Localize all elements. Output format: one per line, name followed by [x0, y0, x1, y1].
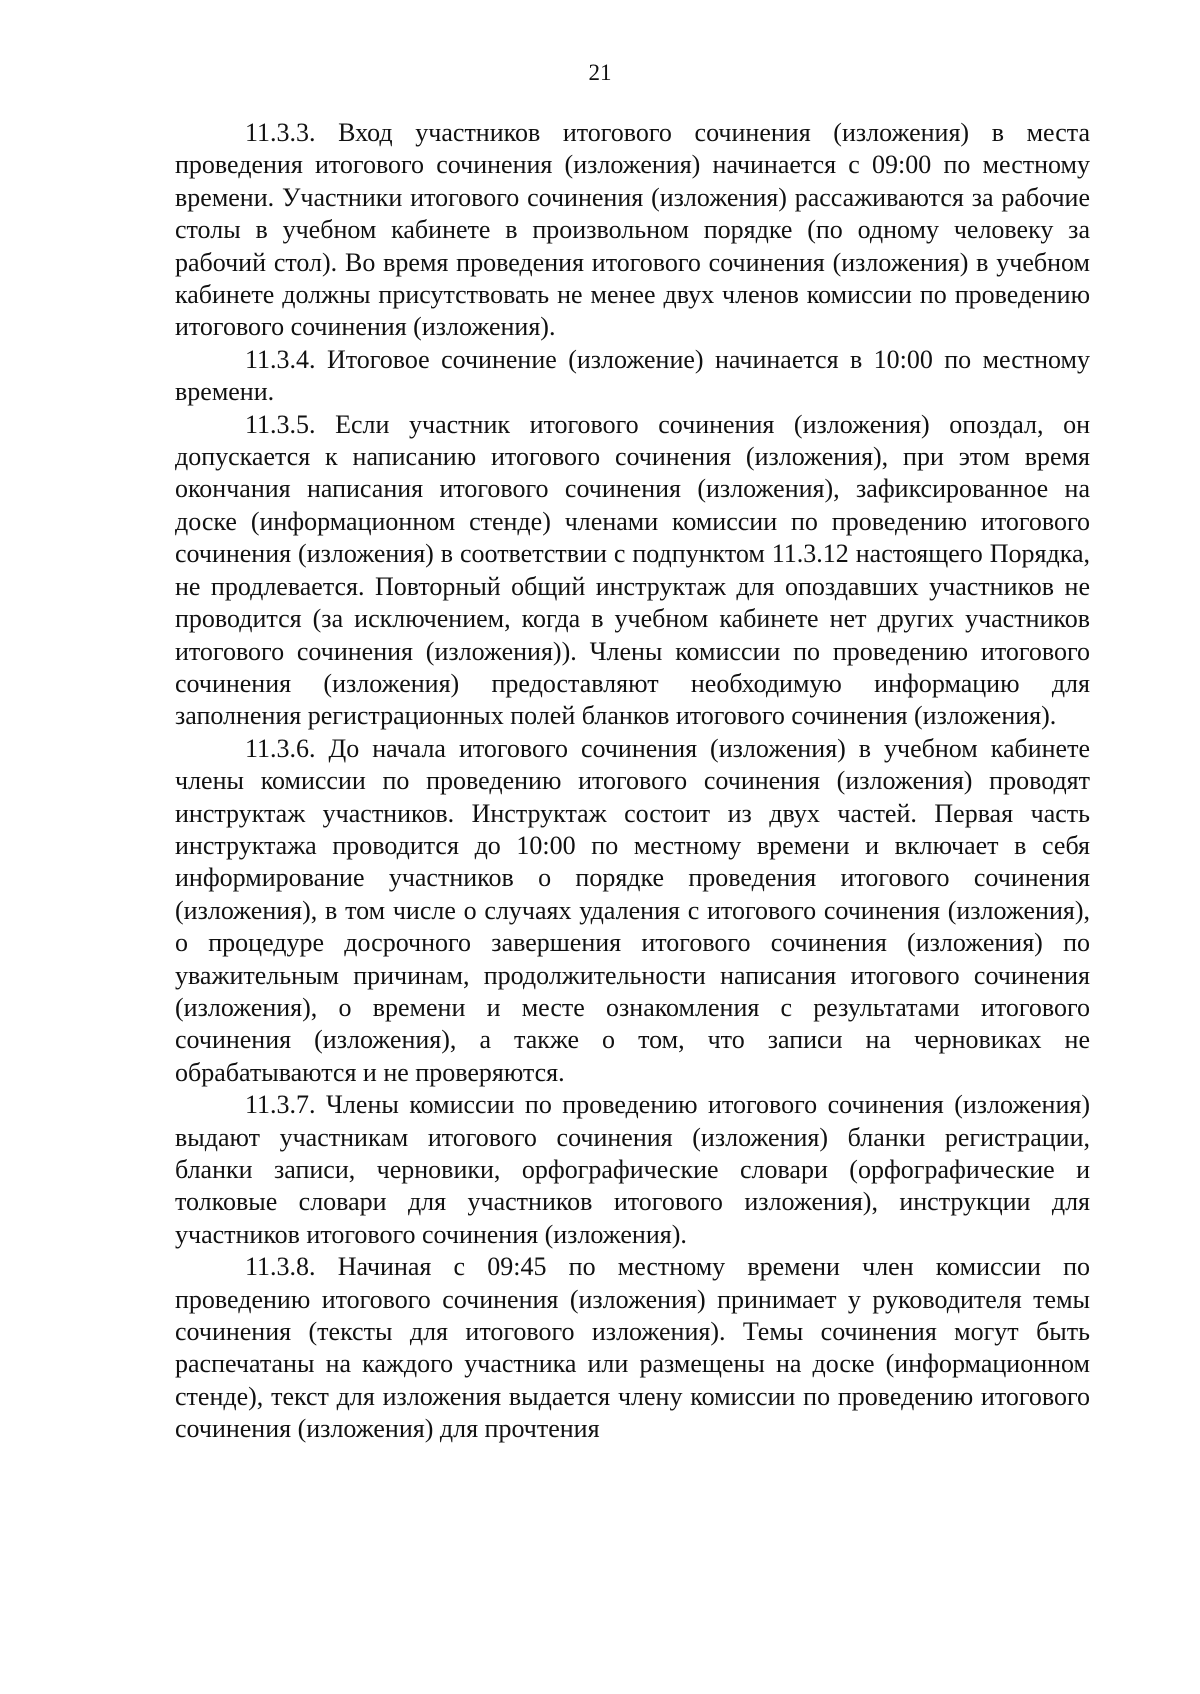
paragraph-11-3-7: 11.3.7. Члены комиссии по проведению итогового сочинения (изложения) выдают участникам итогового сочинения (изложения) бланки регистрации, бланки записи, черновики, орфографические словари (орфографические и толковые словари для участников итогового изложения), инструкции для участников итогового сочинения (изложения). — [175, 1090, 1090, 1249]
paragraph-11-3-6: 11.3.6. До начала итогового сочинения (изложения) в учебном кабинете члены комиссии по проведению итогового сочинения (изложения) проводят инструктаж участников. Инструктаж состоит из двух частей. Первая часть инструктажа проводится до 10:00 по местному времени и включает в себя информирование участников о порядке проведения итогового сочинения (изложения), в том числе о случаях удаления с итогового сочинения (изложения), о процедуре досрочного завершения итогового сочинения (изложения) по уважительным причинам, продолжительности написания итогового сочинения (изложения), о времени и месте ознакомления с результатами итогового сочинения (изложения), а также о том, что записи на черновиках не обрабатываются и не проверяются. — [175, 733, 1090, 1087]
paragraph-11-3-4: 11.3.4. Итоговое сочинение (изложение) начинается в 10:00 по местному времени. — [175, 344, 1090, 407]
paragraph-11-3-8: 11.3.8. Начиная с 09:45 по местному времени член комиссии по проведению итогового сочинения (изложения) принимает у руководителя темы сочинения (тексты для итогового изложения). Темы сочинения могут быть распечатаны на каждого участника или размещены на доске (информационном стенде), текст для изложения выдается члену комиссии по проведению итогового сочинения (изложения) для прочтения — [175, 1252, 1090, 1444]
paragraph-11-3-5: 11.3.5. Если участник итогового сочинения (изложения) опоздал, он допускается к написанию итогового сочинения (изложения), при этом время окончания написания итогового сочинения (изложения), зафиксированное на доске (информационном стенде) членами комиссии по проведению итогового сочинения (изложения) в соответствии с подпунктом 11.3.12 настоящего Порядка, не продлевается. Повторный общий инструктаж для опоздавших участников не проводится (за исключением, когда в учебном кабинете нет других участников итогового сочинения (изложения)). Члены комиссии по проведению итогового сочинения (изложения) предоставляют необходимую информацию для заполнения регистрационных полей бланков итогового сочинения (изложения). — [175, 409, 1090, 731]
document-body — [175, 117, 1090, 1446]
paragraph-11-3-3: 11.3.3. Вход участников итогового сочинения (изложения) в места проведения итогового сочинения (изложения) начинается с 09:00 по местному времени. Участники итогового сочинения (изложения) рассаживаются за рабочие столы в учебном кабинете в произвольном порядке (по одному человеку за рабочий стол). Во время проведения итогового сочинения (изложения) в учебном кабинете должны присутствовать не менее двух членов комиссии по проведению итогового сочинения (изложения). — [175, 118, 1090, 342]
page-number: 21 — [588, 60, 612, 85]
